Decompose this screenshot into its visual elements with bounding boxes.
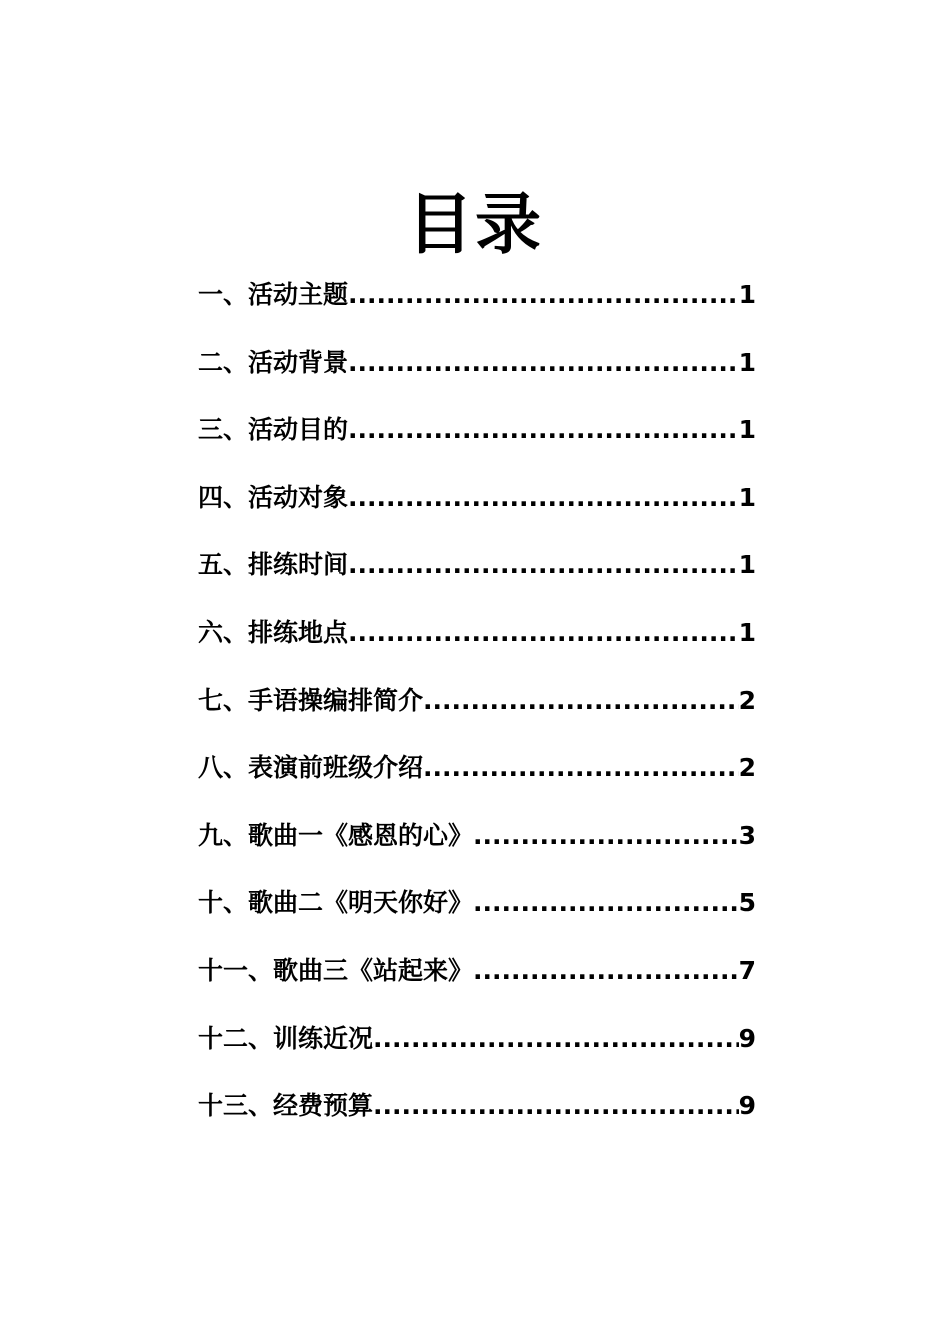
toc-page-number: 7 — [738, 955, 756, 985]
toc-page-number: 1 — [738, 617, 756, 647]
toc-dot-leader — [348, 479, 739, 517]
toc-entry-label: 三、活动目的 — [198, 415, 349, 445]
toc-dot-leader — [473, 884, 739, 922]
toc-entry — [198, 1020, 758, 1088]
toc-dot-leader — [423, 749, 739, 787]
toc-entry — [198, 817, 758, 885]
toc-entry-label: 二、活动背景 — [198, 347, 349, 377]
toc-page-number: 5 — [738, 888, 756, 918]
toc-entry-label: 一、活动主题 — [198, 280, 349, 309]
toc-page-number: 3 — [738, 820, 756, 850]
toc-page-number: 2 — [738, 685, 756, 715]
toc-entry — [198, 749, 758, 817]
toc-entry-label: 十一、歌曲三《站起来》 — [198, 955, 474, 985]
toc-entry — [198, 884, 758, 952]
page-title: 目录 — [407, 186, 543, 264]
toc-page-number: 9 — [738, 1023, 756, 1053]
toc-dot-leader — [348, 546, 739, 584]
toc-entry — [198, 614, 758, 682]
toc-page-number: 1 — [738, 347, 756, 377]
toc-entry-label: 十二、训练近况 — [198, 1023, 374, 1053]
toc-page-number: 1 — [738, 280, 756, 309]
toc-dot-leader — [348, 344, 739, 382]
toc-dot-leader — [348, 411, 739, 449]
toc-entry-label: 四、活动对象 — [198, 482, 349, 512]
toc-page-number: 2 — [738, 753, 756, 783]
toc-entry-label: 七、手语操编排简介 — [198, 685, 424, 715]
toc-entry — [198, 344, 758, 412]
toc-dot-leader — [373, 1020, 739, 1058]
toc-entry-label: 九、歌曲一《感恩的心》 — [198, 820, 474, 850]
toc-entry-label: 六、排练地点 — [198, 617, 349, 647]
toc-page-number: 1 — [738, 415, 756, 445]
toc-entry — [198, 276, 758, 344]
toc-entry — [198, 546, 758, 614]
toc-entry — [198, 952, 758, 1020]
toc-page-number: 9 — [738, 1091, 756, 1121]
toc-entry-label: 八、表演前班级介绍 — [198, 753, 424, 783]
toc-dot-leader — [473, 952, 739, 990]
table-of-contents — [198, 276, 758, 1155]
toc-dot-leader — [348, 614, 739, 652]
toc-dot-leader — [373, 1087, 739, 1125]
toc-entry — [198, 1087, 758, 1155]
toc-page-number: 1 — [738, 550, 756, 580]
toc-entry — [198, 411, 758, 479]
toc-entry — [198, 479, 758, 547]
toc-entry-label: 十、歌曲二《明天你好》 — [198, 888, 474, 918]
toc-dot-leader — [473, 817, 739, 855]
toc-page-number: 1 — [738, 482, 756, 512]
toc-entry-label: 五、排练时间 — [198, 550, 349, 580]
toc-entry-label: 十三、经费预算 — [198, 1091, 374, 1121]
toc-dot-leader — [423, 682, 739, 720]
toc-entry — [198, 682, 758, 750]
toc-dot-leader — [348, 276, 739, 314]
